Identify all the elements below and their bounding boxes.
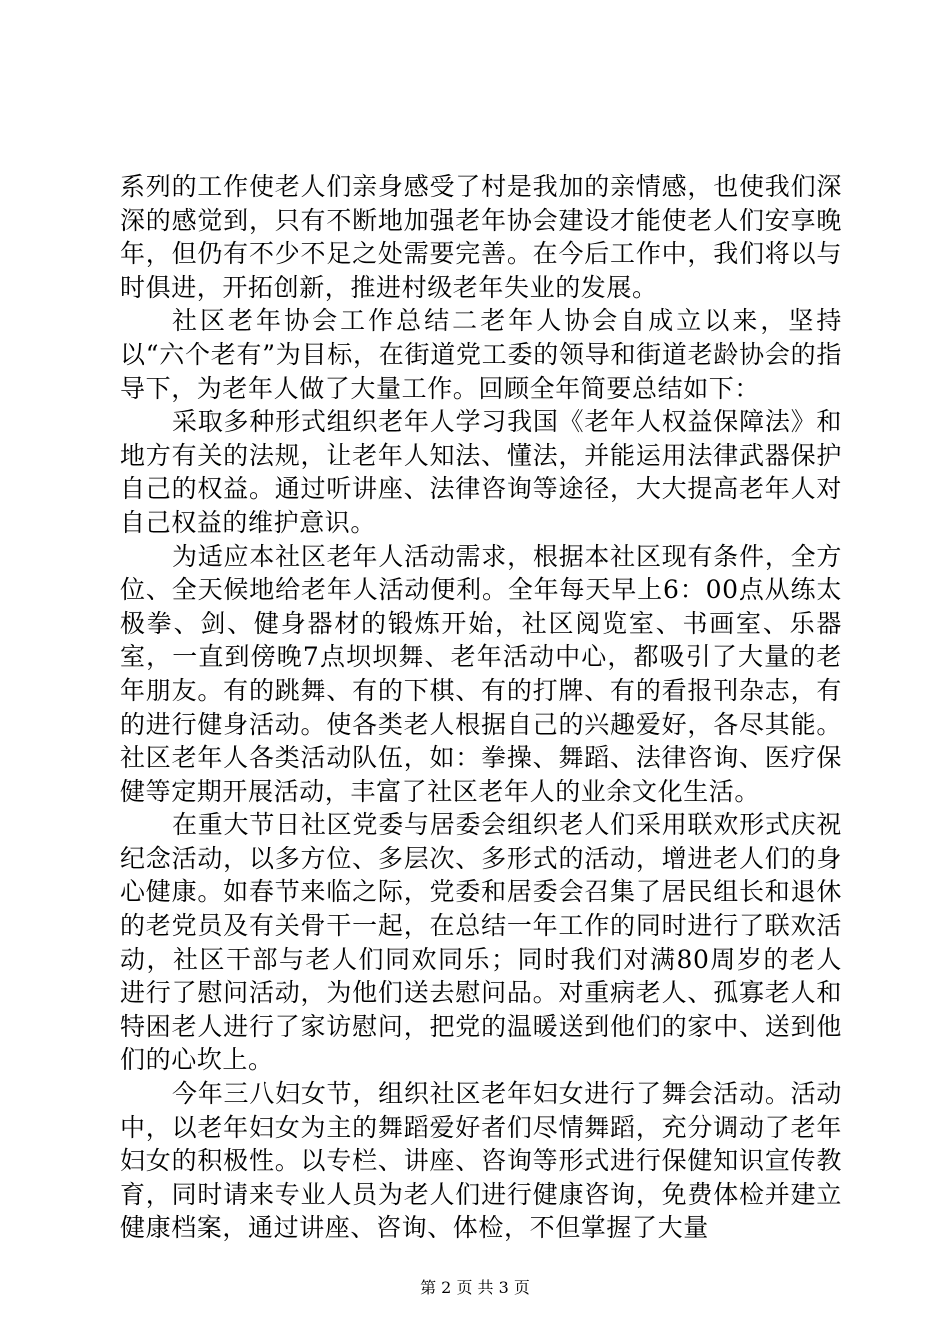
paragraph-summary-intro: 社区老年协会工作总结二老年人协会自成立以来，坚持以“六个老有”为目标，在街道党工委的领导和街道老龄协会的指导下，为老年人做了大量工作。回顾全年简要总结如下： <box>120 306 842 403</box>
paragraph-festivals: 在重大节日社区党委与居委会组织老人们采用联欢形式庆祝纪念活动，以多方位、多层次、多形式的活动，增进老人们的身心健康。如春节来临之际，党委和居委会召集了居民组长和退休的老党员及有关骨干一起，在总结一年工作的同时进行了联欢活动，社区干部与老人们同欢同乐；同时我们对满80周岁的老人进行了慰问活动，为他们送去慰问品。对重病老人、孤寡老人和特困老人进行了家访慰问，把党的温暖送到他们的家中、送到他们的心坎上。 <box>120 810 842 1075</box>
paragraph-womens-day: 今年三八妇女节，组织社区老年妇女进行了舞会活动。活动中，以老年妇女为主的舞蹈爱好者们尽情舞蹈，充分调动了老年妇女的积极性。以专栏、讲座、咨询等形式进行保健知识宣传教育，同时请来专业人员为老人们进行健康咨询，免费体检并建立健康档案，通过讲座、咨询、体检，不但掌握了大量 <box>120 1079 842 1243</box>
paragraph-continuation: 系列的工作使老人们亲身感受了村是我加的亲情感，也使我们深深的感觉到，只有不断地加强老年协会建设才能使老人们安享晚年，但仍有不少不足之处需要完善。在今后工作中，我们将以与时俱进，开拓创新，推进村级老年失业的发展。 <box>120 172 842 302</box>
page-number-footer: 第 2 页 共 3 页 <box>420 1278 530 1297</box>
paragraph-legal-education: 采取多种形式组织老年人学习我国《老年人权益保障法》和地方有关的法规，让老年人知法、懂法，并能运用法律武器保护自己的权益。通过听讲座、法律咨询等途径，大大提高老年人对自己权益的维护意识。 <box>120 407 842 537</box>
paragraph-activities: 为适应本社区老年人活动需求，根据本社区现有条件，全方位、全天候地给老年人活动便利。全年每天早上6：00点从练太极拳、剑、健身器材的锻炼开始，社区阅览室、书画室、乐器室，一直到傍晚7点坝坝舞、老年活动中心，都吸引了大量的老年朋友。有的跳舞、有的下棋、有的打牌、有的看报刊杂志，有的进行健身活动。使各类老人根据自己的兴趣爱好，各尽其能。社区老年人各类活动队伍，如：拳操、舞蹈、法律咨询、医疗保健等定期开展活动，丰富了社区老年人的业余文化生活。 <box>120 541 842 806</box>
document-body <box>120 170 842 1245</box>
